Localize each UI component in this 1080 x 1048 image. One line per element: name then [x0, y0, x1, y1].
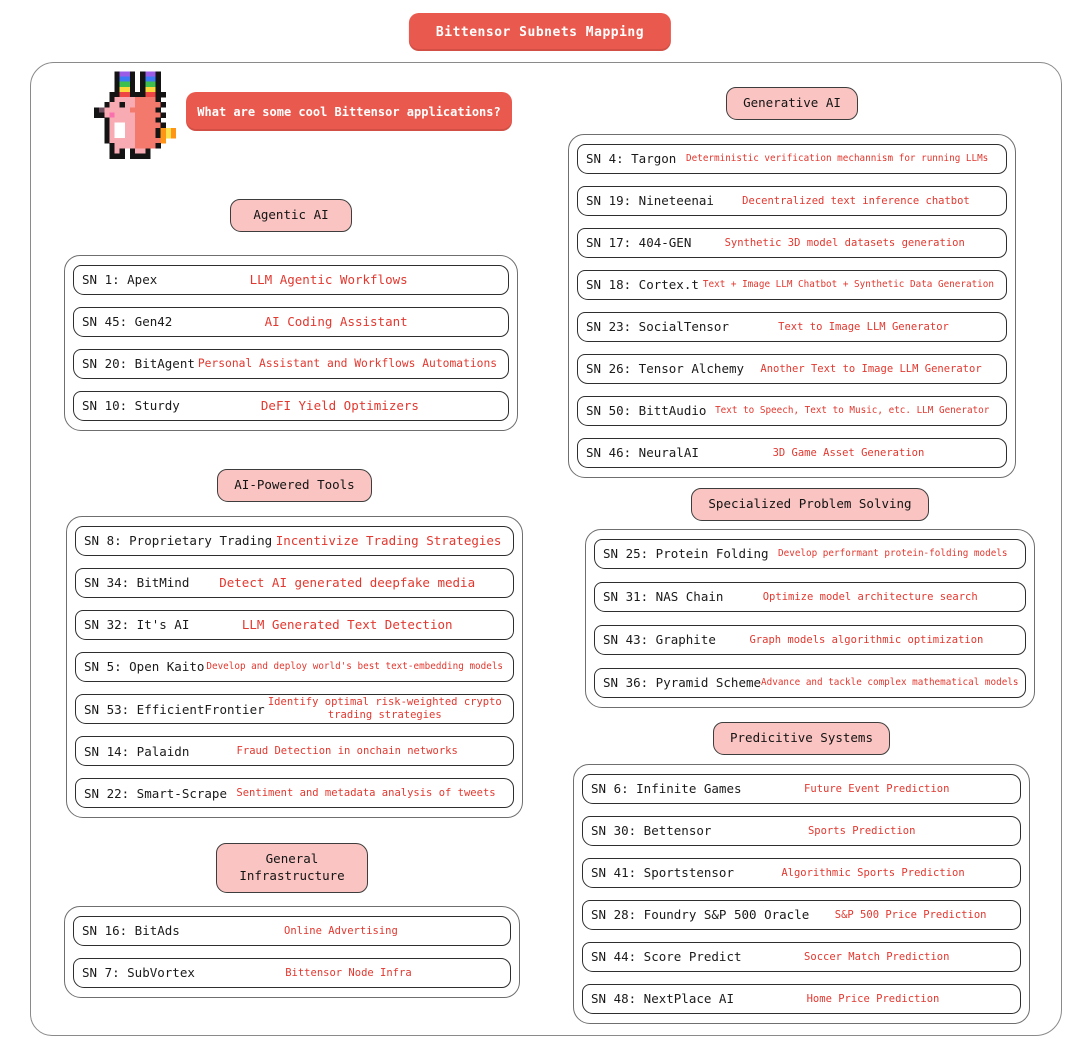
badge-general-infrastructure: General Infrastructure: [216, 843, 368, 893]
subnet-row: [594, 582, 1026, 612]
box-ai-powered-tools: [66, 516, 523, 818]
subnet-row: [73, 349, 509, 379]
subnet-row: [75, 568, 514, 598]
subnet-row: [73, 916, 511, 946]
subnet-label: SN 44: Score Predict: [591, 949, 742, 965]
subnet-label: SN 45: Gen42: [82, 314, 173, 330]
badge-generative-ai: Generative AI: [726, 87, 858, 120]
badge-predictive-systems: Predicitive Systems: [713, 722, 890, 755]
subnet-desc: DeFI Yield Optimizers: [260, 398, 419, 414]
box-agentic-ai: [64, 255, 518, 431]
box-generative-ai: [568, 134, 1016, 478]
subnet-desc: Synthetic 3D model datasets generation: [724, 236, 965, 249]
subnet-desc: Detect AI generated deepfake media: [219, 575, 476, 591]
badge-specialized-problem-solving: Specialized Problem Solving: [691, 488, 928, 521]
subnet-label: SN 34: BitMind: [84, 575, 190, 591]
subnet-row: [75, 694, 514, 724]
subnet-desc: Advance and tackle complex mathematical models: [761, 677, 1019, 689]
section-specialized-problem-solving: [585, 488, 1035, 708]
subnet-row: [594, 539, 1026, 569]
subnet-label: SN 1: Apex: [82, 272, 158, 288]
subnet-desc: Home Price Prediction: [806, 992, 940, 1005]
subnet-row: [75, 736, 514, 766]
subnet-row: [577, 438, 1007, 468]
subnet-label: SN 23: SocialTensor: [586, 319, 729, 335]
box-general-infrastructure: [64, 906, 520, 998]
subnet-row: [582, 858, 1021, 888]
subnet-desc: Decentralized text inference chatbot: [742, 194, 970, 207]
pixel-dragon-mascot-icon: [94, 71, 176, 159]
subnet-row: [582, 984, 1021, 1014]
subnet-desc: Incentivize Trading Strategies: [275, 533, 502, 549]
subnet-desc: Sentiment and metadata analysis of tweets: [236, 787, 496, 800]
subnet-row: [75, 652, 514, 682]
subnet-label: SN 20: BitAgent: [82, 356, 195, 372]
subnet-desc: Identify optimal risk-weighted crypto trading strategies: [267, 695, 502, 721]
subnet-label: SN 5: Open Kaito: [84, 659, 205, 675]
box-specialized-problem-solving: [585, 529, 1035, 708]
subnet-desc: 3D Game Asset Generation: [772, 446, 925, 459]
subnet-row: [73, 958, 511, 988]
subnet-desc: Sports Prediction: [807, 824, 916, 837]
subnet-row: [73, 391, 509, 421]
subnet-desc: Text + Image LLM Chatbot + Synthetic Data Generation: [702, 279, 994, 291]
subnet-label: SN 48: NextPlace AI: [591, 991, 734, 1007]
subnet-label: SN 43: Graphite: [603, 632, 716, 648]
subnet-row: [75, 610, 514, 640]
subnet-label: SN 26: Tensor Alchemy: [586, 361, 745, 377]
subnet-row: [577, 228, 1007, 258]
section-general-infrastructure: [64, 843, 520, 998]
subnet-desc: Future Event Prediction: [804, 782, 950, 795]
subnet-row: [594, 625, 1026, 655]
subnet-label: SN 16: BitAds: [82, 923, 180, 939]
subnet-desc: Soccer Match Prediction: [804, 950, 950, 963]
subnet-desc: Another Text to Image LLM Generator: [760, 362, 982, 375]
subnet-label: SN 14: Palaidn: [84, 743, 190, 759]
subnet-label: SN 22: Smart-Scrape: [84, 785, 227, 801]
subnet-label: SN 30: Bettensor: [591, 823, 712, 839]
subnet-row: [577, 312, 1007, 342]
section-predictive-systems: [573, 722, 1030, 1024]
subnet-desc: S&P 500 Price Prediction: [834, 908, 987, 921]
subnet-row: [582, 816, 1021, 846]
subnet-label: SN 46: NeuralAI: [586, 445, 699, 461]
box-predictive-systems: [573, 764, 1030, 1024]
subnet-desc: Text to Image LLM Generator: [778, 320, 949, 333]
subnet-label: SN 36: Pyramid Scheme: [603, 675, 762, 691]
subnet-desc: Online Advertising: [284, 924, 398, 937]
page-title: Bittensor Subnets Mapping: [409, 13, 671, 51]
subnet-row: [577, 186, 1007, 216]
subnet-label: SN 32: It's AI: [84, 617, 190, 633]
section-generative-ai: [568, 87, 1016, 478]
subnet-row: [73, 307, 509, 337]
subnet-desc: Deterministic verification mechannism for running LLMs: [686, 153, 989, 165]
subnet-label: SN 31: NAS Chain: [603, 589, 724, 605]
section-agentic-ai: [64, 199, 518, 431]
subnet-label: SN 18: Cortex.t: [586, 277, 699, 293]
subnet-desc: Fraud Detection in onchain networks: [236, 745, 458, 758]
subnet-row: [577, 144, 1007, 174]
subnet-desc: Graph models algorithmic optimization: [749, 633, 984, 646]
subnet-label: SN 53: EfficientFrontier: [84, 701, 265, 717]
section-ai-powered-tools: [66, 469, 523, 818]
subnet-label: SN 19: Nineteenai: [586, 193, 714, 209]
subnet-desc: Optimize model architecture search: [762, 590, 978, 603]
subnet-label: SN 8: Proprietary Trading: [84, 533, 273, 549]
subnet-label: SN 4: Targon: [586, 151, 677, 167]
subnet-row: [594, 668, 1026, 698]
subnet-label: SN 6: Infinite Games: [591, 781, 742, 797]
subnet-row: [582, 942, 1021, 972]
subnet-label: SN 50: BittAudio: [586, 403, 707, 419]
subnet-desc: Bittensor Node Infra: [285, 966, 412, 979]
subnet-label: SN 25: Protein Folding: [603, 546, 769, 562]
subnet-label: SN 41: Sportstensor: [591, 865, 734, 881]
subnet-desc: Text to Speech, Text to Music, etc. LLM Generator: [715, 405, 990, 417]
badge-agentic-ai: Agentic AI: [230, 199, 352, 232]
subnet-desc: Develop performant protein-folding models: [778, 548, 1008, 560]
badge-ai-powered-tools: AI-Powered Tools: [217, 469, 371, 502]
subnet-row: [582, 900, 1021, 930]
subnet-label: SN 17: 404-GEN: [586, 235, 692, 251]
subnet-row: [577, 270, 1007, 300]
subnet-label: SN 7: SubVortex: [82, 965, 195, 981]
subnet-desc: LLM Agentic Workflows: [249, 272, 408, 288]
subnet-desc: LLM Generated Text Detection: [241, 617, 453, 633]
subnet-row: [75, 778, 514, 808]
subnet-desc: Develop and deploy world's best text-embedding models: [206, 661, 504, 673]
subnet-label: SN 10: Sturdy: [82, 398, 180, 414]
subnet-label: SN 28: Foundry S&P 500 Oracle: [591, 907, 810, 923]
subnet-row: [577, 354, 1007, 384]
subnet-row: [582, 774, 1021, 804]
subnet-desc: Algorithmic Sports Prediction: [781, 866, 965, 879]
subnet-row: [577, 396, 1007, 426]
speech-bubble: What are some cool Bittensor applications?: [186, 92, 512, 131]
subnet-desc: Personal Assistant and Workflows Automations: [197, 357, 498, 371]
subnet-row: [75, 526, 514, 556]
subnet-desc: AI Coding Assistant: [264, 314, 408, 330]
subnet-row: [73, 265, 509, 295]
